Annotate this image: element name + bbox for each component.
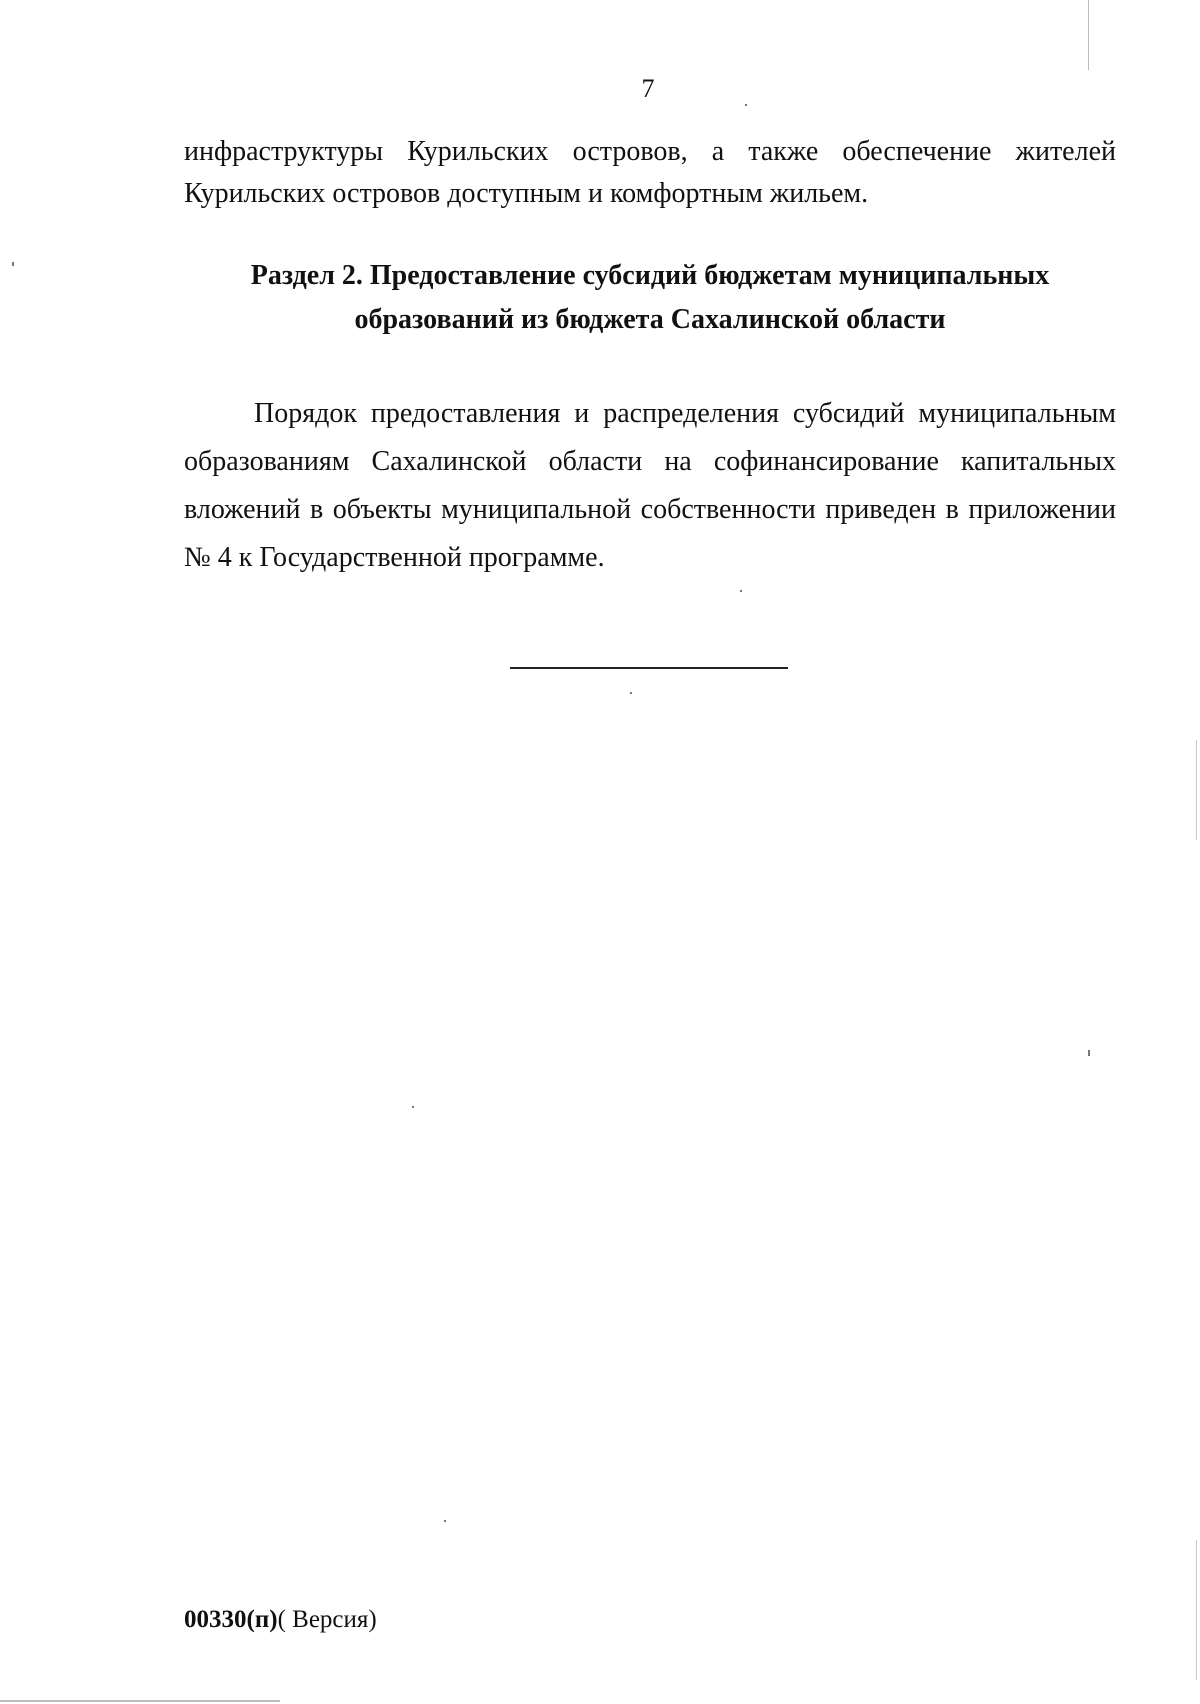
scan-artifact-dot-3 bbox=[630, 692, 632, 694]
main-paragraph: Порядок предоставления и распределения субсидий муниципальным образованиям Сахалинской области на софинансирование капитальных вложений в объекты муниципальной собственности приведен в приложении № 4 к Государственной программе. bbox=[184, 398, 1116, 573]
end-divider-line bbox=[510, 667, 788, 669]
scan-artifact-right-edge-mid bbox=[1196, 740, 1197, 840]
scan-artifact-right-edge-top bbox=[1088, 0, 1089, 70]
scan-artifact-dot-4 bbox=[1088, 1050, 1090, 1056]
scan-artifact-bottom-edge bbox=[0, 1700, 280, 1702]
footer-code-version: ( Версия) bbox=[277, 1606, 377, 1633]
scan-artifact-dot-5 bbox=[412, 1106, 414, 1108]
scan-artifact-dot-6 bbox=[444, 1520, 446, 1522]
scan-artifact-right-edge-low bbox=[1196, 1540, 1197, 1680]
footer-document-code bbox=[184, 1606, 377, 1634]
scan-artifact-dot-2 bbox=[740, 590, 742, 592]
section-heading-line-1: Раздел 2. Предоставление субсидий бюджетам муниципальных bbox=[250, 260, 1050, 291]
scan-artifact-dot-7 bbox=[12, 262, 14, 266]
section-heading bbox=[184, 254, 1116, 342]
footer-code-number: 00330(п) bbox=[184, 1606, 278, 1633]
section-heading-line-2: образований из бюджета Сахалинской области bbox=[354, 304, 946, 335]
continuation-paragraph: инфраструктуры Курильских островов, а также обеспечение жителей Курильских островов доступным и комфортным жильем. bbox=[184, 136, 1116, 209]
scan-artifact-dot-1 bbox=[745, 104, 747, 106]
page-number: 7 bbox=[641, 74, 655, 103]
